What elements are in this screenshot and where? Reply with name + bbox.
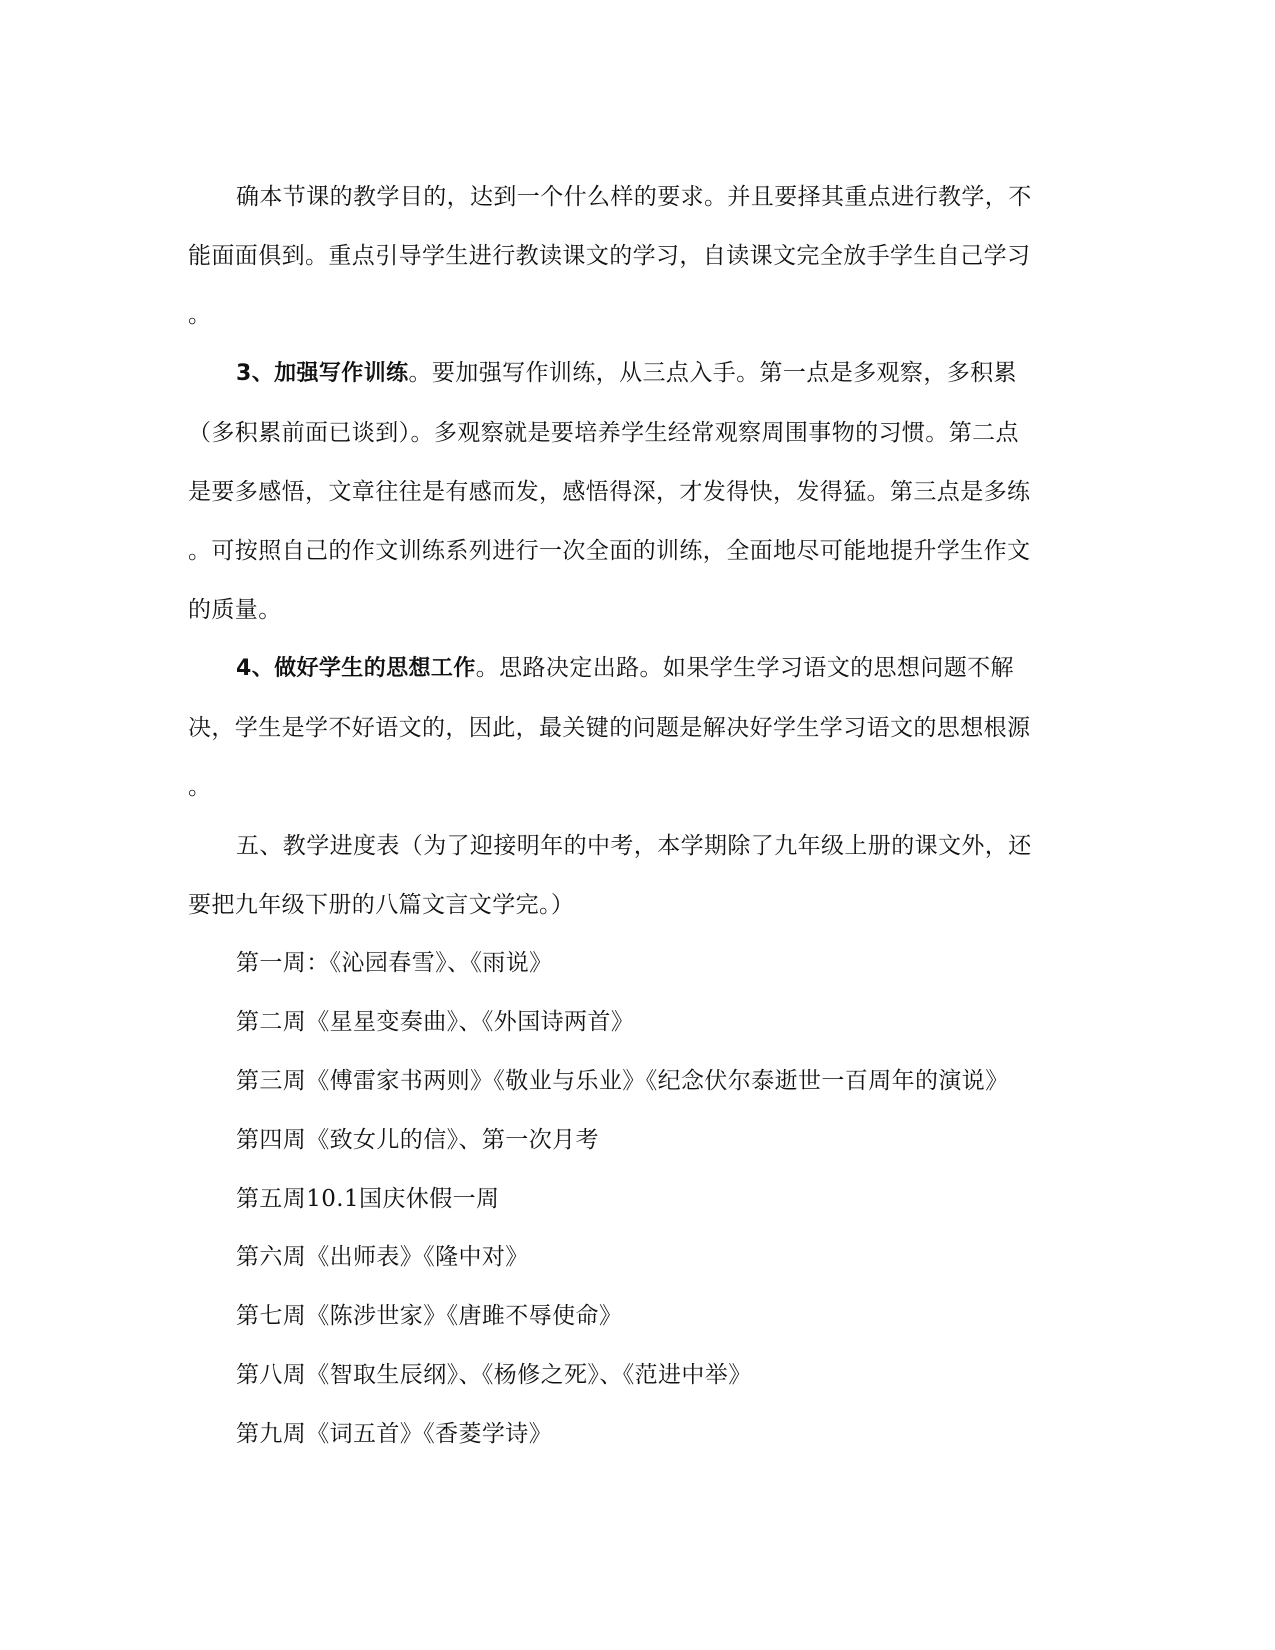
- text-line: 五、教学进度表（为了迎接明年的中考，本学期除了九年级上册的课文外，还: [236, 832, 1032, 859]
- schedule-item: 第二周《星星变奏曲》、《外国诗两首》: [236, 1009, 635, 1036]
- text-line: [188, 344, 1088, 404]
- schedule-item: 第八周《智取生辰纲》、《杨修之死》、《范进中举》: [236, 1361, 752, 1388]
- text-line: 能面面俱到。重点引导学生进行教读课文的学习，自读课文完全放手学生自己学习: [188, 242, 1031, 269]
- schedule-item: 第三周《傅雷家书两则》《敬业与乐业》《纪念伏尔泰逝世一百周年的演说》: [236, 1067, 1009, 1094]
- text-line: 的质量。: [188, 596, 282, 623]
- schedule-item: 第一周：《沁园春雪》、《雨说》: [236, 950, 553, 977]
- schedule-item: 第六周《出师表》《隆中对》: [236, 1244, 529, 1271]
- paragraph-writing-training: [188, 344, 1088, 639]
- text-line: 。: [188, 301, 212, 328]
- schedule-item: 第四周《致女儿的信》、第一次月考: [236, 1126, 599, 1153]
- document-body: [188, 168, 1088, 1464]
- text-line: 。可按照自己的作文训练系列进行一次全面的训练，全面地尽可能地提升学生作文: [188, 537, 1031, 564]
- schedule-list: [188, 934, 1088, 1463]
- text-line: 决，学生是学不好语文的，因此，最关键的问题是解决好学生学习语文的思想根源: [188, 715, 1031, 742]
- paragraph-thinking-work: [188, 639, 1088, 816]
- schedule-item: 第七周《陈涉世家》《唐雎不辱使命》: [236, 1303, 623, 1330]
- section-heading-writing: 3、加强写作训练: [236, 361, 409, 387]
- schedule-item: 第九周《词五首》《香菱学诗》: [236, 1420, 553, 1447]
- text-line: 要把九年级下册的八篇文言文学完。）: [188, 891, 575, 918]
- text-line: 确本节课的教学目的，达到一个什么样的要求。并且要择其重点进行教学，不: [236, 184, 1032, 210]
- text-line: 。: [188, 773, 212, 800]
- text-line: [188, 639, 1088, 699]
- schedule-item: 第五周10.1国庆休假一周: [236, 1185, 500, 1212]
- text-fragment: 。思路决定出路。如果学生学习语文的思想问题不解: [475, 655, 1014, 682]
- paragraph-schedule-intro: [188, 817, 1088, 935]
- section-heading-thinking: 4、做好学生的思想工作: [236, 656, 476, 682]
- text-line: （多积累前面已谈到）。多观察就是要培养学生经常观察周围事物的习惯。第二点: [188, 420, 1019, 447]
- text-line: 是要多感悟，文章往往是有感而发，感悟得深，才发得快，发得猛。第三点是多练: [188, 478, 1031, 505]
- text-fragment: 。要加强写作训练，从三点入手。第一点是多观察，多积累: [408, 360, 1017, 387]
- paragraph-teaching-goals: [188, 168, 1088, 344]
